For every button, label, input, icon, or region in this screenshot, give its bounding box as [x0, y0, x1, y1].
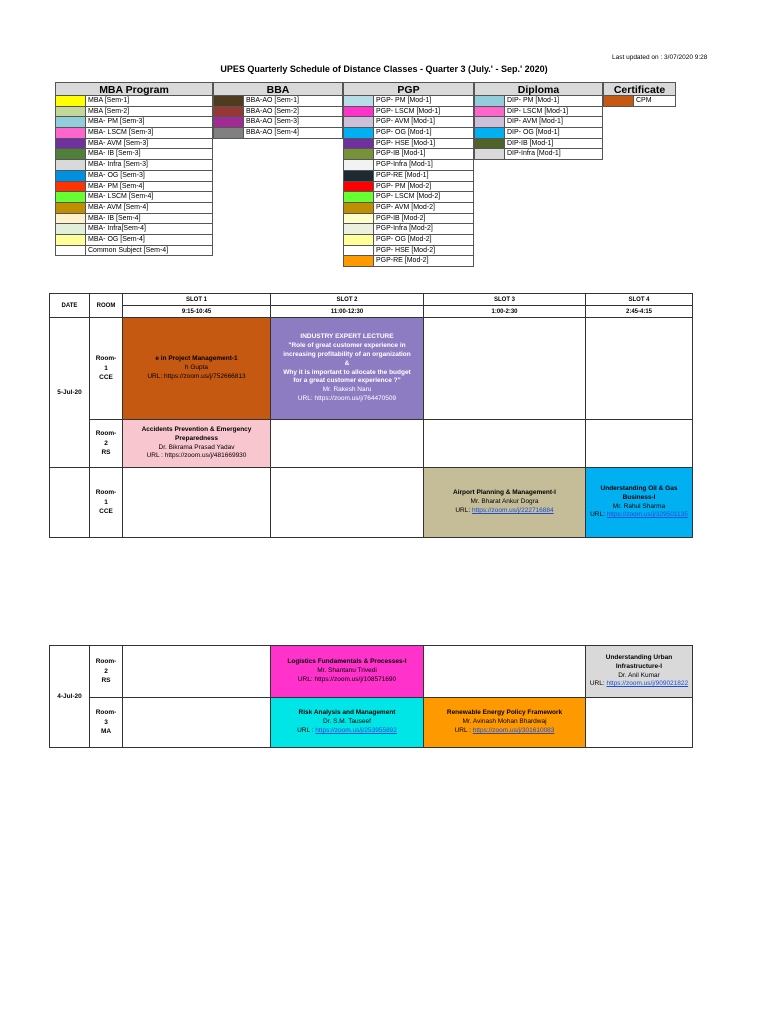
- color-swatch: [344, 117, 374, 127]
- legend-label: MBA- Infra [Sem-3]: [88, 161, 148, 169]
- class-cell-logistics-fundamentals[interactable]: [271, 646, 424, 698]
- color-swatch: [344, 139, 374, 149]
- slot-2-time: 11:00-12:30: [271, 306, 424, 318]
- legend-certificate: [603, 82, 676, 107]
- room-cell: Room- 1 CCE: [90, 468, 123, 538]
- lecture-line: &: [344, 359, 350, 367]
- color-swatch: [56, 182, 86, 192]
- color-swatch: [344, 235, 374, 245]
- color-swatch: [56, 224, 86, 234]
- class-url[interactable]: URL: https://zoom.us/j/222716884: [455, 506, 554, 514]
- class-faculty: Dr. S.M. Tauseef: [323, 718, 371, 726]
- class-url[interactable]: URL : https://zoom.us/j/481669930: [146, 452, 247, 460]
- legend-label: MBA- OG [Sem-3]: [88, 171, 145, 179]
- room-cell: Room- 2 RS: [90, 420, 123, 468]
- legend-label: MBA- AVM [Sem-4]: [88, 203, 149, 211]
- class-cell-renewable-energy[interactable]: [424, 698, 586, 748]
- color-swatch: [344, 182, 374, 192]
- legend-label: MBA- LSCM [Sem-3]: [88, 129, 154, 137]
- color-swatch: [604, 96, 634, 106]
- legend-label: PGP-RE [Mod-1]: [376, 171, 429, 179]
- legend-label: PGP- HSE [Mod-2]: [376, 246, 436, 254]
- legend-item: [56, 107, 212, 118]
- legend-label: PGP- PM [Mod-2]: [376, 182, 432, 190]
- legend-list: [474, 96, 603, 160]
- class-title: Logistics Fundamentals & Processes-I: [287, 658, 407, 666]
- room-cell: Room- 1 CCE: [90, 318, 123, 420]
- lecture-line: Why it is important to allocate the budget: [283, 368, 411, 376]
- legend-label: DIP- OG [Mod-1]: [507, 129, 560, 137]
- class-url[interactable]: URL: https://zoom.us/j/909021822: [589, 680, 689, 688]
- legend-header: BBA: [213, 82, 343, 96]
- class-title: Understanding Oil & Gas Business-I: [600, 484, 678, 501]
- class-cell-airport-planning[interactable]: [424, 468, 586, 538]
- class-cell-urban-infrastructure[interactable]: [586, 646, 693, 698]
- class-url[interactable]: URL: https://zoom.us/j/764470509: [297, 394, 397, 402]
- color-swatch: [56, 246, 86, 256]
- room-header: ROOM: [90, 294, 123, 318]
- legend-label: PGP- AVM [Mod-1]: [376, 118, 435, 126]
- legend-label: PGP- PM [Mod-1]: [376, 97, 432, 104]
- lecture-tag: INDUSTRY EXPERT LECTURE: [300, 333, 394, 341]
- legend-label: MBA- PM [Sem-3]: [88, 118, 145, 126]
- legend-item: [56, 203, 212, 214]
- legend-diploma: [474, 82, 603, 160]
- color-swatch: [344, 160, 374, 170]
- legend-item: [344, 149, 473, 160]
- class-url[interactable]: URL: https://zoom.us/j/108571690: [297, 675, 397, 683]
- empty-cell: [271, 420, 424, 468]
- color-swatch: [56, 149, 86, 159]
- legend-header: Diploma: [474, 82, 603, 96]
- legend-label: MBA- OG [Sem-4]: [88, 235, 145, 243]
- color-swatch: [475, 96, 505, 106]
- class-faculty: Mr. Rakesh Naru: [322, 386, 372, 394]
- class-faculty: Dr. Anil Kumar: [618, 671, 660, 679]
- legend-item: [475, 139, 602, 150]
- empty-cell: [424, 646, 586, 698]
- color-swatch: [475, 139, 505, 149]
- empty-cell: [424, 318, 586, 420]
- legend-label: MBA- LSCM [Sem-4]: [88, 193, 154, 201]
- class-faculty: Mr. Shantanu Trivedi: [317, 667, 377, 675]
- empty-cell: [586, 318, 693, 420]
- legend-item: [604, 96, 675, 107]
- color-swatch: [214, 107, 244, 117]
- legend-label: PGP-RE [Mod-2]: [376, 257, 429, 265]
- legend-item: [56, 139, 212, 150]
- legend-item: [344, 235, 473, 246]
- color-swatch: [475, 107, 505, 117]
- legend-label: DIP- PM [Mod-1]: [507, 97, 560, 104]
- legend-label: PGP- LSCM [Mod-2]: [376, 193, 441, 201]
- legend-item: [344, 139, 473, 150]
- legend-label: PGP- HSE [Mod-1]: [376, 139, 436, 147]
- color-swatch: [56, 128, 86, 138]
- slot-4-header: SLOT 4: [586, 294, 693, 306]
- color-swatch: [56, 139, 86, 149]
- empty-cell: [586, 420, 693, 468]
- legend-list: [603, 96, 676, 107]
- legend-item: [344, 160, 473, 171]
- color-swatch: [56, 171, 86, 181]
- legend-item: [56, 246, 212, 257]
- color-swatch: [475, 128, 505, 138]
- legend-item: [56, 128, 212, 139]
- class-title: Understanding Urban Infrastructure-I: [605, 653, 673, 670]
- color-swatch: [344, 203, 374, 213]
- class-cell-accidents-prevention[interactable]: [123, 420, 271, 468]
- class-cell-risk-analysis[interactable]: [271, 698, 424, 748]
- color-swatch: [344, 214, 374, 224]
- class-title: Airport Planning & Management-I: [453, 489, 556, 497]
- class-faculty: Mr. Avinash Mohan Bhardwaj: [462, 718, 547, 726]
- class-title: Renewable Energy Policy Framework: [446, 709, 563, 717]
- color-swatch: [214, 117, 244, 127]
- legend-item: [56, 160, 212, 171]
- legend-item: [214, 117, 342, 128]
- legend-label: DIP- LSCM [Mod-1]: [507, 107, 569, 115]
- slot-1-header: SLOT 1: [123, 294, 271, 306]
- legend-label: PGP- AVM [Mod-2]: [376, 203, 435, 211]
- legend-item: [56, 149, 212, 160]
- legend-header: Certificate: [603, 82, 676, 96]
- slot-4-time: 2:45-4:15: [586, 306, 693, 318]
- legend-label: MBA- IB [Sem-3]: [88, 150, 141, 158]
- lecture-line: increasing profitability of an organization: [283, 350, 411, 358]
- legend-item: [344, 246, 473, 257]
- class-faculty: h Gupta: [184, 364, 209, 372]
- legend-item: [56, 224, 212, 235]
- legend-item: [344, 128, 473, 139]
- class-faculty: Dr. Bikrama Prasad Yadav: [158, 443, 235, 451]
- lecture-line: "Role of great customer experience in: [288, 342, 406, 350]
- room-cell: Room- 2 RS: [90, 646, 123, 698]
- slot-2-header: SLOT 2: [271, 294, 424, 306]
- color-swatch: [344, 96, 374, 106]
- color-swatch: [344, 149, 374, 159]
- class-cell-industry-expert-lecture[interactable]: [271, 318, 424, 420]
- class-url[interactable]: URL : https://zoom.us/j/253955892: [297, 726, 397, 734]
- legend-label: BBA-AO [Sem-4]: [246, 129, 299, 137]
- empty-cell: [424, 420, 586, 468]
- legend-item: [475, 128, 602, 139]
- legend-pgp: [343, 82, 474, 267]
- class-title: Risk Analysis and Management: [298, 709, 396, 717]
- room-cell: Room- 3 MA: [90, 698, 123, 748]
- color-swatch: [56, 203, 86, 213]
- legend-header: PGP: [343, 82, 474, 96]
- legend-item: [56, 192, 212, 203]
- legend-item: [344, 182, 473, 193]
- legend-label: DIP-Infra [Mod-1]: [507, 150, 561, 158]
- legend-item: [475, 96, 602, 107]
- legend-list: [213, 96, 343, 139]
- legend-label: PGP- OG [Mod-2]: [376, 235, 432, 243]
- legend-label: PGP-Infra [Mod-2]: [376, 225, 433, 233]
- empty-cell: [271, 468, 424, 538]
- class-url[interactable]: URL: https://zoom.us/j/752666813: [147, 372, 246, 380]
- schedule-table-2: [49, 645, 693, 748]
- legend-label: BBA-AO [Sem-3]: [246, 118, 299, 126]
- empty-cell: [123, 468, 271, 538]
- lecture-line: for a great customer experience ?": [293, 377, 401, 385]
- class-title: e in Project Management-1: [155, 355, 238, 363]
- legend-label: MBA [Sem-2]: [88, 107, 130, 115]
- color-swatch: [56, 96, 86, 106]
- color-swatch: [56, 117, 86, 127]
- legend-item: [56, 96, 212, 107]
- legend-item: [56, 117, 212, 128]
- color-swatch: [344, 256, 374, 266]
- legend-label: PGP-IB [Mod-1]: [376, 150, 426, 158]
- legend-label: MBA [Sem-1]: [88, 97, 130, 104]
- color-swatch: [475, 117, 505, 127]
- class-cell-project-management[interactable]: [123, 318, 271, 420]
- date-header: DATE: [50, 294, 90, 318]
- empty-cell: [123, 646, 271, 698]
- class-title: Preparedness: [175, 434, 218, 442]
- class-faculty: Mr. Rahul Sharma: [612, 502, 666, 510]
- slot-3-header: SLOT 3: [424, 294, 586, 306]
- color-swatch: [56, 235, 86, 245]
- legend-item: [344, 117, 473, 128]
- legend-label: Common Subject [Sem-4]: [88, 246, 169, 254]
- legend-item: [344, 214, 473, 225]
- date-cell: 4-Jul-20: [50, 646, 90, 748]
- color-swatch: [56, 160, 86, 170]
- class-title: Accidents Prevention & Emergency: [141, 425, 252, 433]
- schedule-table-1: [49, 293, 693, 538]
- class-url[interactable]: URL: https://zoom.us/j/329501135: [590, 511, 688, 519]
- legend-bba: [213, 82, 343, 139]
- legend-label: PGP-IB [Mod-2]: [376, 214, 426, 222]
- color-swatch: [56, 214, 86, 224]
- class-faculty: Mr. Bharat Ankur Dogra: [470, 498, 539, 506]
- legend-label: BBA-AO [Sem-2]: [246, 107, 299, 115]
- legend-item: [344, 224, 473, 235]
- legend-label: PGP- LSCM [Mod-1]: [376, 107, 441, 115]
- legend-item: [344, 96, 473, 107]
- legend-item: [475, 107, 602, 118]
- date-cell: 5-Jul-20: [50, 318, 90, 468]
- class-url[interactable]: URL : https://zoom.us/j/301610083: [454, 726, 555, 734]
- legend-label: MBA- PM [Sem-4]: [88, 182, 145, 190]
- legend-item: [344, 107, 473, 118]
- legend-item: [344, 203, 473, 214]
- legend-list: [343, 96, 474, 267]
- legend-item: [344, 171, 473, 182]
- slot-3-time: 1:00-2:30: [424, 306, 586, 318]
- color-swatch: [344, 192, 374, 202]
- legend-label: PGP- OG [Mod-1]: [376, 129, 432, 137]
- legend-item: [344, 256, 473, 267]
- color-swatch: [344, 171, 374, 181]
- legend-label: PGP-Infra [Mod-1]: [376, 161, 433, 169]
- legend-header: MBA Program: [55, 82, 213, 96]
- legend-item: [56, 182, 212, 193]
- legend-label: MBA- Infra[Sem-4]: [88, 225, 146, 233]
- legend-label: BBA-AO [Sem-1]: [246, 97, 299, 104]
- color-swatch: [344, 246, 374, 256]
- legend-item: [56, 171, 212, 182]
- legend-item: [214, 107, 342, 118]
- legend-item: [56, 214, 212, 225]
- color-swatch: [56, 192, 86, 202]
- empty-cell: [123, 698, 271, 748]
- slot-1-time: 9:15-10:45: [123, 306, 271, 318]
- color-swatch: [344, 128, 374, 138]
- last-updated: Last updated on : 3/07/2020 9:28: [612, 54, 708, 61]
- class-cell-oil-gas-business[interactable]: [586, 468, 693, 538]
- color-swatch: [214, 128, 244, 138]
- legend-item: [475, 149, 602, 160]
- page-title: UPES Quarterly Schedule of Distance Classes - Quarter 3 (July.' - Sep.' 2020): [220, 64, 548, 74]
- legend-item: [56, 235, 212, 246]
- legend-label: CPM: [636, 97, 652, 104]
- legend-list: [55, 96, 213, 256]
- empty-cell: [50, 468, 90, 538]
- legend-item: [214, 96, 342, 107]
- legend-item: [214, 128, 342, 139]
- legend-label: DIP- AVM [Mod-1]: [507, 118, 563, 126]
- legend-label: DIP-IB [Mod-1]: [507, 139, 554, 147]
- color-swatch: [344, 224, 374, 234]
- color-swatch: [475, 149, 505, 159]
- legend-label: MBA- AVM [Sem-3]: [88, 139, 149, 147]
- legend-item: [475, 117, 602, 128]
- color-swatch: [56, 107, 86, 117]
- color-swatch: [214, 96, 244, 106]
- legend-item: [344, 192, 473, 203]
- legend-label: MBA- IB [Sem-4]: [88, 214, 141, 222]
- legend-mba: [55, 82, 213, 256]
- color-swatch: [344, 107, 374, 117]
- empty-cell: [586, 698, 693, 748]
